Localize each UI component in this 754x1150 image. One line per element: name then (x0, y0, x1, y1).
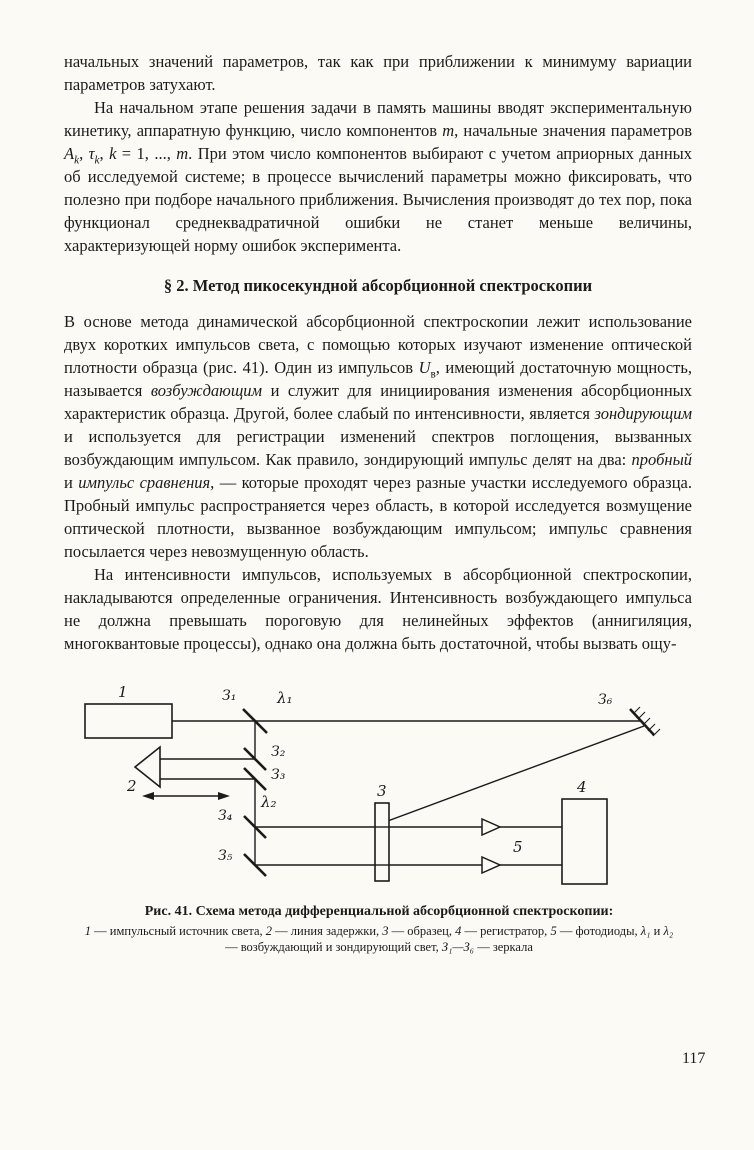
page-number: 117 (682, 1050, 706, 1067)
text-run: , (99, 144, 110, 163)
label-source: 1 (118, 683, 128, 701)
figure-labels (118, 683, 613, 864)
figure-caption-title: Рис. 41. Схема метода дифференциальной абсорбционной спектроскопии: (144, 904, 614, 919)
text-run: k (74, 154, 80, 167)
section-heading: § 2. Метод пикосекундной абсорбционной спектроскопии (163, 276, 593, 295)
label-lambda1: λ₁ (277, 689, 293, 707)
text-run: возбуждающим (150, 381, 263, 400)
label-mirror-z6: З₆ (598, 692, 613, 708)
figure (72, 679, 754, 899)
figure-diagram (72, 679, 672, 894)
label-mirror-z2: З₂ (271, 744, 286, 760)
paragraph (64, 96, 692, 257)
figure-caption-legend (74, 924, 684, 955)
text-run: m (442, 121, 455, 140)
text-run: , (79, 144, 89, 163)
delay-double-arrow-icon (142, 792, 230, 800)
text-run: τ (88, 144, 95, 163)
text-run: — линия задержки, (272, 924, 383, 938)
label-photodiodes: 5 (513, 838, 523, 856)
text-run: , — которые проходят через разные участки исследуемого образца. Пробный импульс распространяется через область, в которой исследуется возмущение оптической плотности, вызванное возбуждающим импульсом; импульс сравнения посылается через невозмущенную область. (64, 473, 692, 561)
text-run: A (64, 144, 75, 163)
figure-caption (74, 903, 684, 955)
text-run: 4 (455, 924, 462, 938)
text-run: — импульсный источник света, (91, 924, 266, 938)
label-delay: 2 (127, 777, 137, 795)
text-run: — регистратор, (461, 924, 551, 938)
text-run: k (94, 154, 100, 167)
text-run: m (176, 144, 189, 163)
text-run: , начальные значения параметров (454, 121, 692, 140)
text-run: U (418, 358, 431, 377)
text-run: импульс сравнения (78, 473, 211, 492)
text-run: λ₂ (663, 924, 674, 938)
text-run: На начальном этапе решения задачи в память машины вводят экспериментальную кинетику, аппаратную функцию, число компонентов (64, 98, 692, 140)
label-sample: 3 (377, 782, 387, 800)
text-run: — зеркала (474, 939, 533, 954)
text-run: и используется для регистрации изменений спектров поглощения, вызванных возбуждающим импульсом. Как правило, зондирующий импульс делят на два: (64, 427, 692, 469)
text-run: k (109, 144, 117, 163)
text-run: и (650, 924, 664, 938)
text-run: λ₁ (640, 924, 651, 938)
text-run: . При этом число компонентов выбирают с учетом априорных данных об исследуемой системе; в процессе вычислений параметры можно фиксировать, что полезно при подборе начального приближения. Вычисления производят до тех пор, пока функционал среднеквадратичной ошибки не станет меньше величины, характеризующей норму ошибок эксперимента. (64, 144, 693, 255)
text-run: — образец, (388, 924, 456, 938)
label-registrator: 4 (577, 778, 587, 796)
label-mirror-z3: З₃ (271, 767, 286, 783)
text-run: зондирующим (594, 404, 692, 423)
text-run: пробный (631, 450, 692, 469)
label-lambda2: λ₂ (261, 793, 277, 811)
text-run: 5 (550, 924, 557, 938)
text-run: начальных значений параметров, так как при приближении к минимуму вариации параметров затухают. (64, 52, 692, 94)
text-run: — фотодиоды, (556, 924, 641, 938)
text-run: 2 (265, 924, 273, 938)
paragraph (64, 50, 692, 96)
delay-prism (135, 747, 160, 787)
sample-box (375, 803, 389, 881)
label-mirror-z5: З₅ (218, 848, 233, 864)
text-run: 3 (382, 924, 389, 938)
paragraph (64, 563, 692, 655)
text-run: и служит для инициирования изменения абсорбционных характеристик образца. Другой, более слабый по интенсивности, является (64, 381, 692, 423)
text-run: = 1, ..., (116, 144, 177, 163)
photodiode-top (482, 819, 500, 835)
paragraph (64, 310, 692, 563)
registrator-box (562, 799, 607, 884)
text-run: 1 (84, 924, 91, 938)
text-run: На интенсивности импульсов, используемых в абсорбционной спектроскопии, накладываются определенные ограничения. Интенсивность возбуждающего импульса не должна превышать пороговую для нелинейных эффектов (аннигиляция, многоквантовые процессы), однако она должна быть достаточной, чтобы вызвать ощу- (64, 565, 692, 653)
text-run: В основе метода динамической абсорбционной спектроскопии лежит использование двух коротких импульсов света, с помощью которых изучают изменение оптической плотности образца (рис. 41). Один из импульсов (64, 312, 692, 377)
text-run: , имеющий достаточную мощность, называется (64, 358, 692, 400)
text-run: и (64, 473, 79, 492)
text-run: — возбуждающий и зондирующий свет, (225, 939, 442, 954)
text-run: в (430, 368, 436, 381)
label-mirror-z4: З₄ (218, 808, 233, 824)
label-mirror-z1: З₁ (222, 688, 237, 704)
source-box (85, 704, 172, 738)
photodiode-bottom (482, 857, 500, 873)
text-run: З₁—З₆ (441, 939, 475, 954)
